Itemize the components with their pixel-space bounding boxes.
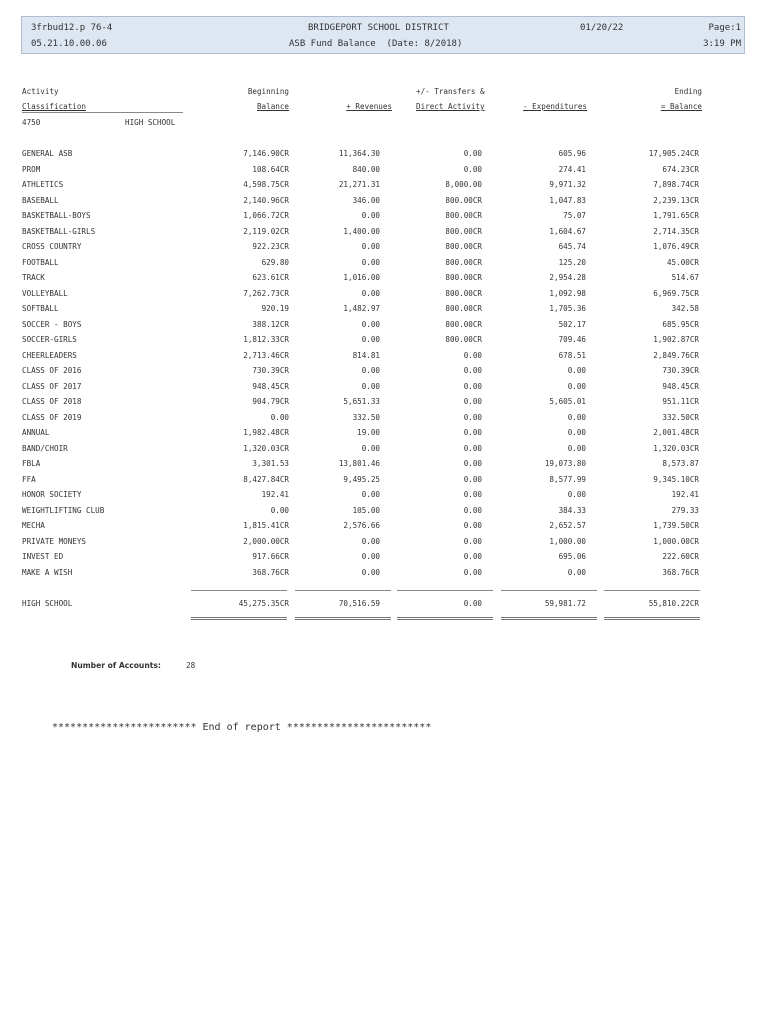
- table-row: [0, 211, 770, 226]
- total-double-rule: [501, 617, 597, 620]
- accounts-value: 28: [186, 661, 196, 670]
- table-row: [0, 459, 770, 474]
- account-name: CHEERLEADERS: [22, 350, 77, 360]
- total-double-rule: [191, 617, 287, 620]
- account-name: FFA: [22, 474, 36, 484]
- accounts-label: Number of Accounts:: [71, 661, 161, 670]
- account-name: BASKETBALL-BOYS: [22, 211, 91, 220]
- report-header: [21, 16, 745, 54]
- beginning-balance: 1,982.48CR: [243, 428, 289, 437]
- beginning-balance: 108.64CR: [252, 164, 289, 174]
- revenues: 0.00: [361, 366, 380, 375]
- revenues: 1,016.00: [343, 273, 380, 282]
- account-name: VOLLEYBALL: [22, 288, 68, 298]
- revenues: 0.00: [361, 242, 380, 251]
- expenditures: 605.96: [558, 149, 586, 158]
- col-transfers: +/- Transfers &: [416, 87, 485, 96]
- ending-balance: 1,320.03CR: [653, 443, 699, 453]
- subtotal-rule: [501, 590, 597, 591]
- ending-balance: 17,905.24CR: [648, 149, 699, 158]
- transfers: 0.00: [463, 428, 482, 437]
- expenditures: 0.00: [567, 412, 586, 422]
- transfers: 0.00: [463, 490, 482, 499]
- col-ending: Ending: [674, 87, 702, 96]
- transfers: 0.00: [463, 149, 482, 158]
- account-name: ANNUAL: [22, 428, 50, 437]
- ending-balance: 948.45CR: [662, 381, 699, 391]
- ending-balance: 2,714.35CR: [653, 226, 699, 236]
- transfers: 800.00CR: [445, 319, 482, 329]
- revenues: 0.00: [361, 381, 380, 391]
- report-version: 05.21.10.00.06: [31, 39, 107, 49]
- ending-balance: 730.39CR: [662, 366, 699, 375]
- beginning-balance: 7,146.90CR: [243, 149, 289, 158]
- expenditures: 1,705.36: [549, 304, 586, 313]
- table-row: [0, 428, 770, 443]
- ending-balance: 9,345.10CR: [653, 474, 699, 484]
- table-row: [0, 506, 770, 521]
- expenditures: 709.46: [558, 335, 586, 344]
- beginning-balance: 7,262.73CR: [243, 288, 289, 298]
- transfers: 800.00CR: [445, 288, 482, 298]
- expenditures: 1,000.00: [549, 536, 586, 546]
- revenues: 0.00: [361, 490, 380, 499]
- table-row: [0, 242, 770, 257]
- revenues: 332.50: [352, 412, 380, 422]
- revenues: 840.00: [352, 164, 380, 174]
- table-row: [0, 444, 770, 459]
- table-row: [0, 521, 770, 536]
- account-name: INVEST ED: [22, 552, 64, 561]
- transfers: 8,000.00: [445, 180, 482, 189]
- beginning-balance: 0.00: [270, 412, 289, 422]
- account-name: FBLA: [22, 459, 41, 468]
- table-row: [0, 320, 770, 335]
- subtotal-rule: [604, 590, 700, 591]
- revenues: 0.00: [361, 567, 380, 577]
- col-ending-balance: = Balance: [660, 102, 702, 111]
- transfers: 0.00: [463, 350, 482, 360]
- account-name: BASKETBALL-GIRLS: [22, 226, 96, 236]
- transfers: 0.00: [463, 474, 482, 484]
- subtotal-rule: [397, 590, 493, 591]
- beginning-balance: 368.76CR: [252, 567, 289, 577]
- report-id: 3frbud12.p 76-4: [31, 23, 113, 33]
- ending-balance: 45.00CR: [666, 257, 699, 267]
- account-name: SOCCER-GIRLS: [22, 335, 77, 344]
- table-row: [0, 382, 770, 397]
- transfers: 800.00CR: [445, 335, 482, 344]
- transfers: 0.00: [463, 505, 482, 515]
- table-row: [0, 490, 770, 505]
- account-name: MAKE A WISH: [22, 567, 73, 577]
- total-beginning: 45,275.35CR: [238, 599, 289, 608]
- revenues: 5,651.33: [343, 397, 380, 406]
- beginning-balance: 623.61CR: [252, 273, 289, 282]
- col-beginning: Beginning: [247, 87, 289, 96]
- total-row: [0, 599, 770, 614]
- ending-balance: 279.33: [671, 505, 699, 515]
- ending-balance: 685.95CR: [662, 319, 699, 329]
- ending-balance: 2,849.76CR: [653, 350, 699, 360]
- table-row: [0, 196, 770, 211]
- account-name: CLASS OF 2018: [22, 397, 82, 406]
- expenditures: 0.00: [567, 490, 586, 499]
- account-name: CLASS OF 2017: [22, 381, 82, 391]
- account-name: CLASS OF 2019: [22, 412, 82, 422]
- beginning-balance: 1,812.33CR: [243, 335, 289, 344]
- table-row: [0, 413, 770, 428]
- table-row: [0, 537, 770, 552]
- table-row: [0, 165, 770, 180]
- beginning-balance: 4,598.75CR: [243, 180, 289, 189]
- revenues: 0.00: [361, 443, 380, 453]
- beginning-balance: 2,713.46CR: [243, 350, 289, 360]
- expenditures: 1,604.67: [549, 226, 586, 236]
- transfers: 0.00: [463, 381, 482, 391]
- total-ending: 55,810.22CR: [648, 599, 699, 608]
- expenditures: 19,073.80: [544, 459, 586, 468]
- total-revenues: 70,516.59: [338, 599, 380, 608]
- table-row: [0, 149, 770, 164]
- ending-balance: 192.41: [671, 490, 699, 499]
- beginning-balance: 1,066.72CR: [243, 211, 289, 220]
- revenues: 19.00: [357, 428, 380, 437]
- account-name: BAND/CHOIR: [22, 443, 68, 453]
- subtotal-rule: [191, 590, 287, 591]
- transfers: 0.00: [463, 164, 482, 174]
- revenues: 0.00: [361, 288, 380, 298]
- account-name: CLASS OF 2016: [22, 366, 82, 375]
- beginning-balance: 2,119.02CR: [243, 226, 289, 236]
- table-row: [0, 258, 770, 273]
- col-balance: Balance: [256, 102, 289, 111]
- expenditures: 0.00: [567, 381, 586, 391]
- transfers: 800.00CR: [445, 304, 482, 313]
- ending-balance: 222.60CR: [662, 552, 699, 561]
- ending-balance: 2,239.13CR: [653, 195, 699, 205]
- revenues: 1,400.00: [343, 226, 380, 236]
- account-name: BASEBALL: [22, 195, 59, 205]
- revenues: 1,482.97: [343, 304, 380, 313]
- table-row: [0, 227, 770, 242]
- transfers: 800.00CR: [445, 242, 482, 251]
- transfers: 0.00: [463, 536, 482, 546]
- report-title: ASB Fund Balance (Date: 8/2018): [289, 39, 463, 49]
- ending-balance: 2,001.48CR: [653, 428, 699, 437]
- beginning-balance: 3,301.53: [252, 459, 289, 468]
- beginning-balance: 730.39CR: [252, 366, 289, 375]
- table-row: [0, 335, 770, 350]
- ending-balance: 1,000.00CR: [653, 536, 699, 546]
- expenditures: 8,577.99: [549, 474, 586, 484]
- expenditures: 5,605.01: [549, 397, 586, 406]
- revenues: 21,271.31: [338, 180, 380, 189]
- revenues: 105.00: [352, 505, 380, 515]
- beginning-balance: 904.79CR: [252, 397, 289, 406]
- expenditures: 645.74: [558, 242, 586, 251]
- ending-balance: 6,969.75CR: [653, 288, 699, 298]
- expenditures: 1,092.98: [549, 288, 586, 298]
- ending-balance: 1,791.65CR: [653, 211, 699, 220]
- expenditures: 75.07: [563, 211, 586, 220]
- account-name: GENERAL ASB: [22, 149, 73, 158]
- transfers: 0.00: [463, 552, 482, 561]
- expenditures: 9,971.32: [549, 180, 586, 189]
- total-double-rule: [397, 617, 493, 620]
- expenditures: 0.00: [567, 428, 586, 437]
- ending-balance: 368.76CR: [662, 567, 699, 577]
- beginning-balance: 1,320.03CR: [243, 443, 289, 453]
- section-name: HIGH SCHOOL: [125, 118, 176, 127]
- expenditures: 2,954.28: [549, 273, 586, 282]
- table-row: [0, 552, 770, 567]
- table-row: [0, 397, 770, 412]
- transfers: 800.00CR: [445, 211, 482, 220]
- beginning-balance: 2,140.96CR: [243, 195, 289, 205]
- beginning-balance: 948.45CR: [252, 381, 289, 391]
- table-row: [0, 568, 770, 583]
- col-classification: Classification: [22, 102, 87, 111]
- col-activity: Activity: [22, 87, 59, 96]
- table-row: [0, 180, 770, 195]
- account-name: CROSS COUNTRY: [22, 242, 82, 251]
- table-row: [0, 304, 770, 319]
- beginning-balance: 922.23CR: [252, 242, 289, 251]
- transfers: 0.00: [463, 366, 482, 375]
- total-double-rule: [295, 617, 391, 620]
- table-row: [0, 366, 770, 381]
- transfers: 800.00CR: [445, 226, 482, 236]
- beginning-balance: 8,427.84CR: [243, 474, 289, 484]
- ending-balance: 7,898.74CR: [653, 180, 699, 189]
- section-code: 4750: [22, 118, 41, 127]
- report-date: 01/20/22: [580, 23, 624, 33]
- transfers: 0.00: [463, 567, 482, 577]
- transfers: 0.00: [463, 412, 482, 422]
- total-transfers: 0.00: [463, 599, 482, 608]
- beginning-balance: 388.12CR: [252, 319, 289, 329]
- beginning-balance: 629.80: [261, 257, 289, 267]
- revenues: 13,801.46: [338, 459, 380, 468]
- table-row: [0, 289, 770, 304]
- revenues: 0.00: [361, 552, 380, 561]
- beginning-balance: 917.66CR: [252, 552, 289, 561]
- ending-balance: 332.50CR: [662, 412, 699, 422]
- account-name: ATHLETICS: [22, 180, 64, 189]
- total-expenditures: 59,981.72: [544, 599, 586, 608]
- beginning-balance: 0.00: [270, 505, 289, 515]
- ending-balance: 1,739.50CR: [653, 521, 699, 530]
- revenues: 0.00: [361, 257, 380, 267]
- account-name: PROM: [22, 164, 41, 174]
- account-name: HONOR SOCIETY: [22, 490, 82, 499]
- col-direct-activity: Direct Activity: [416, 102, 485, 111]
- account-name: TRACK: [22, 273, 45, 282]
- ending-balance: 1,076.49CR: [653, 242, 699, 251]
- expenditures: 502.17: [558, 319, 586, 329]
- revenues: 0.00: [361, 319, 380, 329]
- account-name: WEIGHTLIFTING CLUB: [22, 505, 105, 515]
- expenditures: 678.51: [558, 350, 586, 360]
- ending-balance: 1,902.87CR: [653, 335, 699, 344]
- beginning-balance: 2,000.00CR: [243, 536, 289, 546]
- revenues: 814.81: [352, 350, 380, 360]
- transfers: 0.00: [463, 521, 482, 530]
- revenues: 0.00: [361, 536, 380, 546]
- classification-rule: [22, 112, 183, 113]
- ending-balance: 342.58: [671, 304, 699, 313]
- table-row: [0, 273, 770, 288]
- end-of-report: ************************ End of report ************************: [52, 722, 432, 733]
- expenditures: 0.00: [567, 443, 586, 453]
- ending-balance: 951.11CR: [662, 397, 699, 406]
- col-expenditures: - Expenditures: [523, 102, 588, 111]
- ending-balance: 674.23CR: [662, 164, 699, 174]
- expenditures: 1,047.83: [549, 195, 586, 205]
- col-revenues: + Revenues: [346, 102, 392, 111]
- account-name: PRIVATE MONEYS: [22, 536, 87, 546]
- revenues: 9,495.25: [343, 474, 380, 484]
- account-name: MECHA: [22, 521, 45, 530]
- transfers: 800.00CR: [445, 273, 482, 282]
- revenues: 11,364.30: [338, 149, 380, 158]
- revenues: 346.00: [352, 195, 380, 205]
- expenditures: 274.41: [558, 164, 586, 174]
- subtotal-rule: [295, 590, 391, 591]
- transfers: 800.00CR: [445, 195, 482, 205]
- beginning-balance: 920.19: [261, 304, 289, 313]
- district-name: BRIDGEPORT SCHOOL DISTRICT: [308, 23, 449, 33]
- beginning-balance: 192.41: [261, 490, 289, 499]
- transfers: 0.00: [463, 443, 482, 453]
- expenditures: 0.00: [567, 366, 586, 375]
- expenditures: 384.33: [558, 505, 586, 515]
- expenditures: 695.06: [558, 552, 586, 561]
- total-double-rule: [604, 617, 700, 620]
- expenditures: 125.20: [558, 257, 586, 267]
- beginning-balance: 1,815.41CR: [243, 521, 289, 530]
- ending-balance: 514.67: [671, 273, 699, 282]
- transfers: 0.00: [463, 459, 482, 468]
- table-row: [0, 475, 770, 490]
- page-number: Page:1: [708, 23, 741, 33]
- account-name: FOOTBALL: [22, 257, 59, 267]
- transfers: 0.00: [463, 397, 482, 406]
- total-name: HIGH SCHOOL: [22, 599, 73, 608]
- expenditures: 2,652.57: [549, 521, 586, 530]
- revenues: 0.00: [361, 335, 380, 344]
- expenditures: 0.00: [567, 567, 586, 577]
- account-name: SOFTBALL: [22, 304, 59, 313]
- account-name: SOCCER - BOYS: [22, 319, 82, 329]
- revenues: 0.00: [361, 211, 380, 220]
- report-time: 3:19 PM: [703, 39, 741, 49]
- transfers: 800.00CR: [445, 257, 482, 267]
- ending-balance: 8,573.87: [662, 459, 699, 468]
- table-row: [0, 351, 770, 366]
- revenues: 2,576.66: [343, 521, 380, 530]
